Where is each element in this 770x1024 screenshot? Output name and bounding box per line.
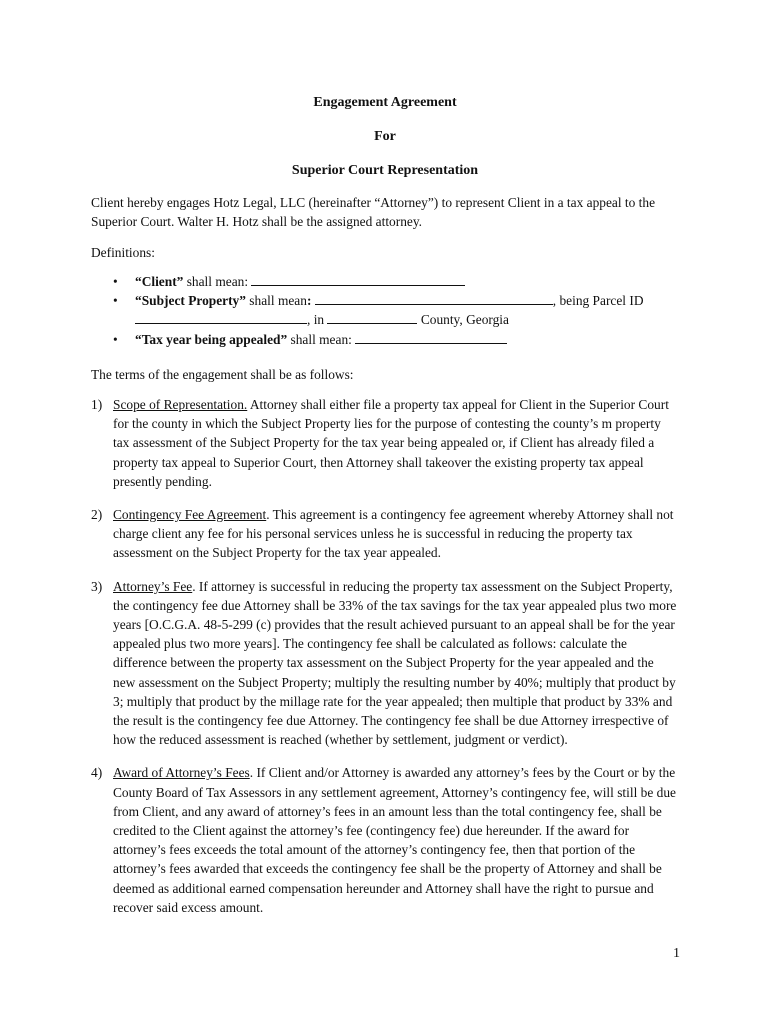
tax-year-blank-field[interactable] (355, 330, 507, 344)
bullet-icon: • (113, 331, 118, 347)
definition-colon: : (306, 293, 312, 309)
section-heading: Award of Attorney’s Fees (113, 765, 250, 781)
definitions-heading: Definitions: (91, 245, 155, 260)
terms-list (91, 395, 679, 931)
section-body: . If Client and/or Attorney is awarded any attorney’s fees by the Court or by the County Board of Tax Assessors in any settlement agreement, Attorney’s contingency fee, will still be due from Client, and any award of attorney’s fees in an amount less than the total contingency fee, shall be credited to the Client against the attorney’s fee (contingency fee) due hereunder. If the award for attorney’s fees exceeds the total amount of the attorney’s contingency fee, then that portion of the attorney’s fees awarded that exceeds the contingency fee shall be the property of Attorney and shall be deemed as additional earned compensation hereunder and Attorney shall have the right to pursue and recover said excess amount. (113, 765, 676, 915)
bullet-icon: • (113, 293, 118, 309)
section-contingency-fee (91, 505, 679, 563)
bullet-icon: • (113, 274, 118, 289)
section-attorneys-fee (91, 577, 679, 750)
section-heading: Attorney’s Fee (113, 578, 193, 594)
parcel-id-blank-field[interactable] (135, 310, 307, 324)
definition-term: “Subject Property” (135, 293, 246, 309)
section-heading: Scope of Representation. (113, 397, 248, 412)
client-blank-field[interactable] (251, 272, 465, 286)
terms-heading: The terms of the engagement shall be as follows: (91, 367, 354, 382)
definition-term: “Client” (135, 274, 184, 289)
county-blank-field[interactable] (327, 310, 417, 324)
document-title: Engagement Agreement (313, 95, 457, 110)
definition-client (91, 272, 691, 291)
section-award-of-fees (91, 763, 679, 917)
definitions-list (91, 272, 691, 349)
page-number: 1 (673, 946, 680, 961)
definition-text: shall mean: (287, 331, 356, 347)
subject-property-blank-field[interactable] (315, 291, 553, 305)
section-number: 3) (91, 578, 103, 594)
section-body: Attorney shall either file a property tax appeal for Client in the Superior Court for the county in which the Subject Property lies for the purpose of contesting the county’s m property tax assessment of the Subject Property for the tax year being appealed or, if Client has already filed a property tax appeal to Superior Court, then Attorney shall takeover the existing property tax appeal presently pending. (113, 397, 669, 489)
definition-text: shall mean (245, 293, 307, 309)
document-title-for: For (374, 129, 396, 144)
section-number: 4) (91, 765, 103, 781)
definition-text: shall mean: (183, 274, 252, 289)
document-subtitle: Superior Court Representation (291, 163, 479, 178)
intro-paragraph: Client hereby engages Hotz Legal, LLC (hereinafter “Attorney”) to represent Client in a tax appeal to the Superior Court. Walter H. Hotz shall be the assigned attorney. (91, 195, 656, 230)
section-heading: Contingency Fee Agreement (113, 507, 267, 523)
section-scope (91, 395, 679, 491)
section-body: . If attorney is successful in reducing the property tax assessment on the Subject Property, the contingency fee due Attorney shall be 33% of the tax savings for the tax year appealed plus two more years [O.C.G.A. 48-5-299 (c) provides that the result achieved pursuant to an appeal shall be for the year appealed plus two more years]. The contingency fee shall be calculated as follows: calculate the difference between the property tax assessment on the Subject Property for the year appealed and the new assessment on the Subject Property; multiply the resulting number by 40%; multiply that product by 3; multiply that product by the millage rate for the year appealed; then multiple that product by 33% and the result is the contingency fee due Attorney. The contingency fee shall be due Attorney irrespective of how the reduced assessment is reached (whether by settlement, judgment or verdict). (113, 578, 677, 748)
definition-tax-year (91, 330, 691, 349)
definition-subject-property (91, 291, 691, 329)
definition-text-in: , in (307, 312, 328, 328)
definition-term: “Tax year being appealed” (135, 331, 288, 347)
definition-text-parcel: , being Parcel ID (552, 293, 644, 309)
definition-text-county: County, Georgia (417, 312, 509, 328)
section-number: 1) (91, 397, 103, 412)
section-body: . This agreement is a contingency fee agreement whereby Attorney shall not charge client any fee for his personal services unless he is successful in reducing the property tax assessment on the Subject Property for the tax year appealed. (113, 507, 674, 561)
section-number: 2) (91, 507, 103, 523)
